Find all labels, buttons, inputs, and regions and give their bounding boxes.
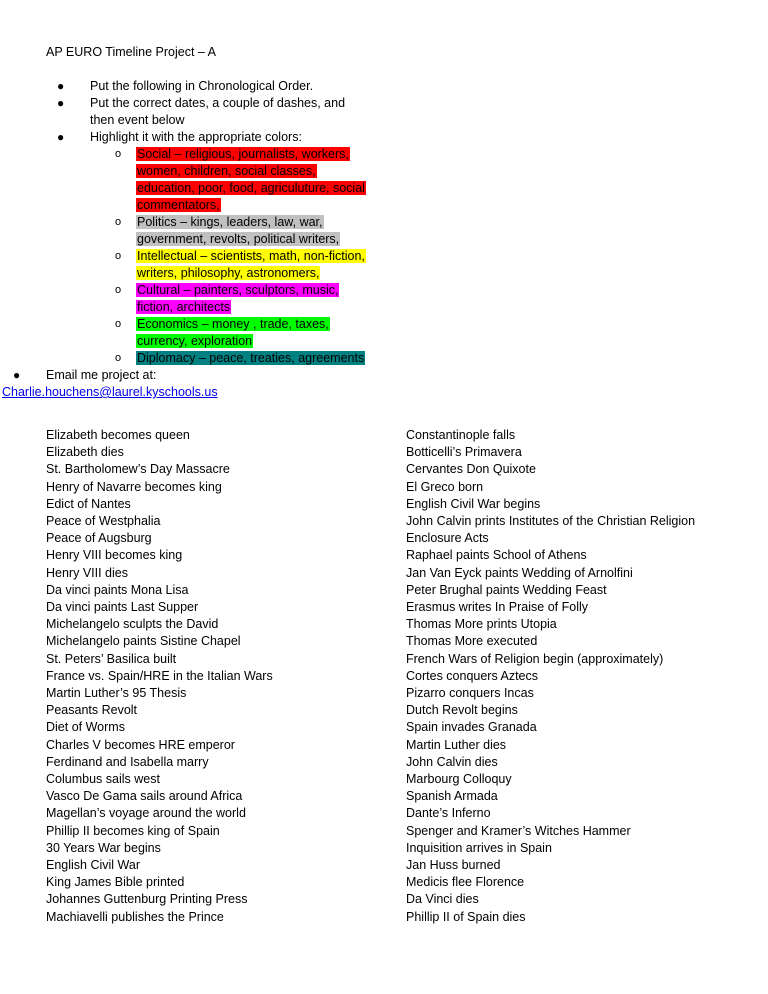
event-item: St. Bartholomew’s Day Massacre: [46, 462, 230, 477]
event-item: Michelangelo paints Sistine Chapel: [46, 634, 241, 649]
event-item: Raphael paints School of Athens: [406, 548, 587, 563]
instruction-item: [46, 129, 366, 367]
category-text: Economics – money , trade, taxes, currency, exploration: [137, 317, 329, 348]
event-item: Enclosure Acts: [406, 531, 489, 546]
bullet-icon: ●: [57, 79, 65, 93]
instruction-item: [2, 367, 366, 401]
instruction-text: Highlight it with the appropriate colors:: [90, 130, 302, 144]
event-item: Jan Huss burned: [406, 858, 501, 873]
event-item: Henry of Navarre becomes king: [46, 479, 222, 494]
category-economics: [90, 316, 366, 350]
event-item: St. Peters’ Basilica built: [46, 651, 177, 666]
event-item: Thomas More prints Utopia: [406, 617, 557, 632]
event-item: Peter Brughal paints Wedding Feast: [406, 582, 607, 597]
event-item: Inquisition arrives in Spain: [406, 840, 552, 855]
category-text: Social – religious, journalists, workers, women, children, social classes, education, poor, food, agriculuture, social commentators,: [137, 147, 365, 212]
page-title: AP EURO Timeline Project – A: [46, 45, 216, 59]
circle-bullet-icon: o: [115, 148, 122, 160]
event-item: Spenger and Kramer’s Witches Hammer: [406, 823, 631, 838]
category-social: [90, 146, 366, 214]
event-item: Dante’s Inferno: [406, 806, 491, 821]
circle-bullet-icon: o: [115, 284, 122, 296]
event-item: Elizabeth dies: [46, 445, 124, 460]
event-item: Magellan’s voyage around the world: [46, 806, 246, 821]
category-text: Intellectual – scientists, math, non-fiction, writers, philosophy, astronomers,: [137, 249, 365, 280]
event-list-left: [46, 427, 273, 926]
category-politics: [90, 214, 366, 248]
instructions-list: [2, 78, 366, 401]
category-intellectual: [90, 248, 366, 282]
event-item: Vasco De Gama sails around Africa: [46, 789, 243, 804]
bullet-icon: ●: [57, 130, 65, 144]
instruction-text: Put the correct dates, a couple of dashes, and then event below: [90, 96, 346, 127]
event-item: Spanish Armada: [406, 789, 498, 804]
bullet-icon: ●: [57, 96, 65, 110]
event-item: Columbus sails west: [46, 772, 160, 787]
event-item: Constantinople falls: [406, 428, 516, 442]
email-link[interactable]: Charlie.houchens@laurel.kyschools.us: [2, 385, 218, 399]
event-item: Phillip II of Spain dies: [406, 909, 526, 924]
circle-bullet-icon: o: [115, 250, 122, 262]
event-item: Peace of Augsburg: [46, 531, 152, 546]
instruction-item: [46, 95, 366, 129]
event-item: English Civil War: [46, 858, 141, 873]
event-item: Da vinci paints Last Supper: [46, 600, 199, 615]
circle-bullet-icon: o: [115, 318, 122, 330]
instruction-item: [46, 78, 366, 95]
event-item: Dutch Revolt begins: [406, 703, 518, 718]
event-item: Da Vinci dies: [406, 892, 479, 907]
instruction-text: Email me project at:: [46, 368, 157, 382]
event-item: Pizarro conquers Incas: [406, 686, 534, 701]
bullet-icon: ●: [13, 368, 21, 382]
category-diplomacy: [90, 350, 366, 367]
event-item: Cortes conquers Aztecs: [406, 668, 539, 683]
event-item: English Civil War begins: [406, 496, 541, 511]
event-item: French Wars of Religion begin (approximately): [406, 651, 664, 666]
event-item: Martin Luther dies: [406, 737, 507, 752]
event-item: Da vinci paints Mona Lisa: [46, 582, 189, 597]
event-list-right: [406, 427, 695, 926]
event-item: Machiavelli publishes the Prince: [46, 909, 224, 924]
event-item: Michelangelo sculpts the David: [46, 617, 219, 632]
event-item: King James Bible printed: [46, 875, 185, 890]
category-cultural: [90, 282, 366, 316]
event-item: Martin Luther’s 95 Thesis: [46, 686, 187, 701]
event-item: Medicis flee Florence: [406, 875, 525, 890]
category-text: Diplomacy – peace, treaties, agreements: [137, 351, 365, 365]
event-item: France vs. Spain/HRE in the Italian Wars: [46, 668, 273, 683]
event-item: Charles V becomes HRE emperor: [46, 737, 235, 752]
event-item: Botticelli’s Primavera: [406, 445, 522, 460]
event-item: Marbourg Colloquy: [406, 772, 512, 787]
event-item: Diet of Worms: [46, 720, 125, 735]
event-item: 30 Years War begins: [46, 840, 161, 855]
event-item: John Calvin prints Institutes of the Christian Religion: [406, 514, 696, 529]
event-item: Peasants Revolt: [46, 703, 138, 718]
category-text: Politics – kings, leaders, law, war, government, revolts, political writers,: [137, 215, 340, 246]
category-list: [90, 146, 366, 367]
event-item: Edict of Nantes: [46, 496, 131, 511]
circle-bullet-icon: o: [115, 216, 122, 228]
category-text: Cultural – painters, sculptors, music, fiction, architects: [137, 283, 339, 314]
event-item: El Greco born: [406, 479, 484, 494]
event-item: Cervantes Don Quixote: [406, 462, 536, 477]
circle-bullet-icon: o: [115, 352, 122, 364]
event-item: Henry VIII becomes king: [46, 548, 183, 563]
event-item: Johannes Guttenburg Printing Press: [46, 892, 248, 907]
event-item: Thomas More executed: [406, 634, 538, 649]
event-item: Ferdinand and Isabella marry: [46, 754, 209, 769]
event-item: Phillip II becomes king of Spain: [46, 823, 220, 838]
event-item: Henry VIII dies: [46, 565, 128, 580]
event-item: John Calvin dies: [406, 754, 498, 769]
event-item: Jan Van Eyck paints Wedding of Arnolfini: [406, 565, 633, 580]
instruction-text: Put the following in Chronological Order.: [90, 79, 314, 93]
event-item: Elizabeth becomes queen: [46, 428, 190, 442]
event-item: Erasmus writes In Praise of Folly: [406, 600, 588, 615]
event-item: Spain invades Granada: [406, 720, 537, 735]
event-item: Peace of Westphalia: [46, 514, 161, 529]
